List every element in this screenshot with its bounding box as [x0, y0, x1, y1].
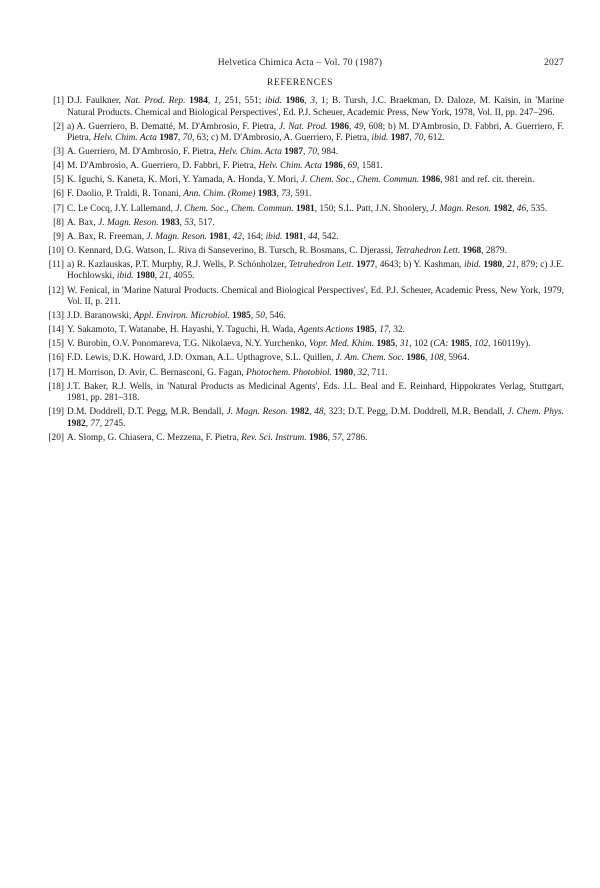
- citation-text: M. D'Ambrosio, A. Guerriero, D. Fabbri, F. Pietra,: [67, 161, 259, 172]
- italic-text: J. Magn. Reson.: [146, 231, 207, 242]
- citation-text: , 1581.: [356, 161, 383, 172]
- italic-text: 70: [307, 147, 317, 158]
- bold-year: 1982: [290, 407, 310, 418]
- italic-text: Vopr. Med. Khim.: [308, 339, 375, 350]
- citation-text: Y. Sakamoto, T. Watanabe, H. Hayashi, Y. Taguchi, H. Wada,: [67, 325, 298, 336]
- bold-year: 1985: [376, 339, 396, 350]
- reference-number: [16]: [48, 353, 64, 364]
- reference-number: [4]: [53, 161, 64, 172]
- reference-text: [67, 339, 531, 349]
- reference-text: [67, 96, 564, 118]
- reference-number: [5]: [53, 175, 64, 186]
- bold-year: 1982: [493, 203, 513, 214]
- reference-text: [67, 147, 338, 157]
- page-number: 2027: [544, 57, 564, 68]
- reference-number: [9]: [53, 231, 64, 242]
- citation-text: , 4055.: [168, 271, 195, 282]
- italic-text: 48: [314, 407, 324, 418]
- reference-number: [10]: [48, 245, 64, 256]
- citation-text: ,: [512, 203, 517, 214]
- reference-number: [19]: [48, 407, 64, 418]
- italic-text: J. Magn. Reson.: [98, 217, 159, 228]
- citation-text: ,: [395, 339, 400, 350]
- citation-text: ,: [374, 325, 380, 336]
- reference-number: [18]: [48, 381, 64, 392]
- reference-item: [34, 175, 564, 187]
- citation-text: ,: [425, 353, 430, 364]
- reference-item: [34, 204, 564, 216]
- reference-text: [67, 161, 383, 171]
- reference-number: [20]: [48, 432, 64, 443]
- bold-year: 1986: [406, 353, 426, 364]
- citation-text: , 612.: [423, 133, 445, 144]
- reference-number: [6]: [53, 189, 64, 200]
- reference-item: [34, 311, 564, 323]
- reference-item: [34, 353, 564, 365]
- citation-text: V. Burobin, O.V. Ponomareva, T.G. Nikolaeva, N.Y. Yurchenko,: [67, 339, 309, 350]
- bold-year: 1980: [334, 367, 353, 378]
- citation-text: ,: [154, 271, 160, 282]
- citation-text: D.J. Faulkner,: [67, 96, 125, 106]
- citation-text: F. Daolio, P. Traldi, R. Tonani,: [67, 189, 184, 200]
- italic-text: 17: [379, 325, 389, 336]
- citation-text: a) R. Kazlauskas, P.T. Murphy, R.J. Wells, P. Schönholzer,: [67, 259, 289, 270]
- journal-running-title: Helvetica Chimica Acta – Vol. 70 (1987): [217, 57, 383, 68]
- citation-text: a) A. Guerriero, B. Dematté, M. D'Ambrosio, F. Pietra,: [67, 121, 279, 132]
- citation-text: ,: [303, 231, 309, 242]
- italic-text: 42: [232, 231, 242, 242]
- bold-year: 1984: [189, 96, 208, 106]
- reference-number: [7]: [53, 203, 64, 214]
- italic-text: 44: [308, 231, 318, 242]
- citation-text: ,: [250, 311, 256, 322]
- reference-text: [67, 189, 312, 199]
- reference-item: [34, 260, 564, 283]
- citation-text: , 591.: [290, 189, 312, 200]
- italic-text: Rev. Sci. Instrum.: [241, 432, 307, 443]
- italic-text: 70: [182, 133, 193, 144]
- reference-text: [67, 204, 547, 214]
- bold-year: 1980: [136, 271, 155, 282]
- reference-text: [67, 175, 534, 185]
- reference-number: [15]: [48, 339, 64, 350]
- citation-text: H. Morrison, D. Avir, C. Bernasconi, G. Fagan,: [67, 367, 247, 378]
- reference-item: [34, 232, 564, 244]
- reference-number: [17]: [48, 367, 64, 378]
- bold-year: 1981: [284, 231, 304, 242]
- citation-text: J.D. Baranowski,: [67, 311, 134, 322]
- bold-year: 1987: [159, 133, 178, 144]
- citation-text: , 5964.: [443, 353, 470, 364]
- italic-text: 32: [357, 367, 367, 378]
- citation-text: ,: [409, 133, 415, 144]
- bold-year: 1983: [160, 217, 180, 228]
- citation-text: , 32.: [388, 325, 405, 336]
- citation-text: ,: [327, 432, 333, 443]
- italic-text: Photochem. Photobiol.: [246, 367, 332, 378]
- reference-item: [34, 433, 564, 445]
- citation-text: , 2745.: [99, 418, 126, 429]
- italic-text: 1: [213, 96, 219, 106]
- italic-text: J. Chem. Soc., Chem. Commun.: [300, 175, 420, 186]
- citation-text: A. Bax, R. Freeman,: [67, 231, 147, 242]
- citation-text: ,: [85, 418, 91, 429]
- reference-item: [34, 147, 564, 159]
- reference-item: [34, 189, 564, 201]
- citation-text: , 542.: [317, 231, 339, 242]
- citation-text: J.T. Baker, R.J. Wells, in 'Natural Products as Medicinal Agents', Eds. J.L. Beal and E. Reinhard, Hippokrates Verlag, Stuttgart, 1981, pp. 281–318.: [67, 381, 564, 404]
- references-heading: REFERENCES: [266, 77, 334, 88]
- italic-text: 73: [281, 189, 291, 200]
- italic-text: Nat. Prod. Rep.: [124, 96, 186, 106]
- italic-text: 69: [347, 161, 357, 172]
- reference-item: [34, 96, 564, 119]
- italic-text: J. Chem. Phys.: [507, 407, 564, 418]
- citation-text: , 160119y).: [488, 339, 531, 350]
- reference-item: [34, 286, 564, 309]
- citation-text: , 1; B. Tursh, J.C. Braekman, D. Daloze, M. Kaisin, in 'Marine Natural Products. Chemical and Biological Perspectives', Ed. P.J. Scheuer, Academic Press, New York, 1978, Vol. II, pp. 247–296.: [67, 96, 565, 118]
- reference-text: [67, 353, 469, 363]
- citation-text: ,: [502, 259, 507, 270]
- citation-text: , 164;: [241, 231, 266, 242]
- citation-text: ,: [207, 96, 214, 106]
- citation-text: O. Kennard, D.G. Watson, L. Riva di Sanseverino, B. Tursch, R. Bosmans, C. Djerassi,: [67, 245, 396, 256]
- bold-year: 1981: [296, 203, 315, 214]
- reference-text: [67, 368, 388, 378]
- citation-text: A. Guerriero, M. D'Ambrosio, F. Pietra,: [67, 147, 219, 158]
- reference-list: [34, 96, 564, 447]
- citation-text: ,: [349, 121, 355, 132]
- reference-item: [34, 218, 564, 230]
- italic-text: 21: [159, 271, 169, 282]
- bold-year: 1985: [232, 311, 251, 322]
- reference-item: [34, 246, 564, 258]
- citation-text: , 711.: [367, 367, 388, 378]
- reference-text: [67, 407, 564, 429]
- reference-text: [67, 286, 564, 308]
- citation-text: , 608; b) M. D'Ambrosio, D. Fabbri, A. Guerriero, F. Pietra,: [67, 121, 565, 144]
- bold-year: 1968: [462, 245, 482, 256]
- italic-text: 31: [399, 339, 410, 350]
- italic-text: ibid.: [265, 96, 282, 106]
- italic-text: ibid.: [464, 259, 481, 270]
- citation-text: , 63; c) M. D'Ambrosio, A. Guerriero, F. Pietra,: [192, 133, 372, 144]
- citation-text: , 517.: [193, 217, 215, 228]
- italic-text: ibid.: [116, 271, 134, 282]
- citation-text: D.M. Doddrell, D.T. Pegg, M.R. Bendall,: [67, 407, 227, 418]
- italic-text: ibid.: [265, 231, 283, 242]
- reference-number: [12]: [48, 285, 64, 296]
- italic-text: CA:: [433, 339, 449, 350]
- italic-text: Ann. Chim. (Rome): [183, 189, 256, 200]
- citation-text: , 879; c) J.E. Hochlowski,: [67, 259, 564, 282]
- reference-item: [34, 407, 564, 430]
- citation-text: , 2879.: [481, 245, 507, 256]
- italic-text: J. Am. Chem. Soc.: [335, 353, 404, 364]
- reference-text: [67, 325, 405, 335]
- bold-year: 1986: [421, 175, 441, 186]
- citation-text: , 4643; b) Y. Kashman,: [374, 259, 464, 270]
- citation-text: ,: [309, 407, 315, 418]
- citation-text: ,: [469, 339, 475, 350]
- bold-year: 1983: [257, 189, 277, 200]
- citation-text: , 535.: [526, 203, 548, 214]
- italic-text: 57: [332, 432, 342, 443]
- italic-text: Tetrahedron Lett.: [395, 245, 461, 256]
- citation-text: C. Le Cocq, J.Y. Lallemand,: [67, 203, 176, 214]
- bold-year: 1981: [209, 231, 228, 242]
- bold-year: 1986: [285, 96, 305, 106]
- italic-text: Agents Actions: [297, 325, 354, 336]
- italic-text: Tetrahedron Lett.: [288, 259, 354, 270]
- citation-text: ,: [276, 189, 282, 200]
- citation-text: K. Iguchi, S. Kaneta, K. Mori, Y. Yamada, A. Honda, Y. Mori,: [67, 175, 301, 186]
- italic-text: J. Chem. Soc., Chem. Commun.: [175, 203, 294, 214]
- italic-text: Appl. Environ. Microbiol.: [133, 311, 230, 322]
- italic-text: 77: [90, 418, 100, 429]
- bold-year: 1985: [355, 325, 375, 336]
- bold-year: 1985: [450, 339, 470, 350]
- reference-item: [34, 382, 564, 405]
- citation-text: ,: [302, 147, 308, 158]
- citation-text: ,: [227, 231, 233, 242]
- bold-year: 1987: [284, 147, 303, 158]
- citation-text: F.D. Lewis, D.K. Howard, J.D. Oxman, A.L. Upthagrove, S.L. Quillen,: [67, 353, 336, 364]
- citation-text: , 981 and ref. cit. therein.: [440, 175, 535, 186]
- italic-text: J. Nat. Prod.: [278, 121, 328, 132]
- reference-number: [2]: [53, 121, 64, 132]
- reference-number: [1]: [53, 96, 64, 106]
- citation-text: , 150; S.L. Patt, J.N. Shoolery,: [314, 203, 431, 214]
- italic-text: Helv. Chim. Acta: [218, 147, 282, 158]
- reference-item: [34, 339, 564, 351]
- reference-text: [67, 218, 215, 228]
- citation-text: , 984.: [317, 147, 339, 158]
- reference-number: [3]: [53, 147, 64, 158]
- citation-text: ,: [342, 161, 348, 172]
- citation-text: ,: [178, 133, 183, 144]
- citation-text: A. Bax,: [67, 217, 99, 228]
- reference-item: [34, 161, 564, 173]
- citation-text: ,: [352, 367, 358, 378]
- reference-text: [67, 311, 286, 321]
- citation-text: W. Fenical, in 'Marine Natural Products. Chemical and Biological Perspectives', Ed. P.J. Scheuer, Academic Press, New York, 1979, Vol. II, p. 211.: [67, 285, 564, 308]
- italic-text: 21: [506, 259, 517, 270]
- citation-text: , 546.: [264, 311, 286, 322]
- citation-text: , 2786.: [341, 432, 368, 443]
- bold-year: 1986: [324, 161, 343, 172]
- italic-text: 46: [516, 203, 527, 214]
- citation-text: , 251, 551;: [218, 96, 265, 106]
- italic-text: 53: [184, 217, 194, 228]
- reference-number: [14]: [48, 325, 64, 336]
- citation-text: , 323; D.T. Pegg, D.M. Doddrell, M.R. Bendall,: [323, 407, 508, 418]
- reference-item: [34, 368, 564, 380]
- reference-text: [67, 260, 564, 282]
- bold-year: 1982: [67, 418, 86, 429]
- reference-text: [67, 382, 564, 404]
- reference-number: [11]: [48, 259, 64, 270]
- citation-text: ,: [304, 96, 311, 106]
- bold-year: 1987: [390, 133, 410, 144]
- citation-text: A. Slomp, G. Chiasera, C. Mezzena, F. Pietra,: [67, 432, 242, 443]
- citation-text: , 102 (: [409, 339, 434, 350]
- italic-text: 108: [429, 353, 444, 364]
- reference-number: [13]: [48, 311, 64, 322]
- italic-text: ibid.: [371, 133, 389, 144]
- italic-text: 70: [414, 133, 424, 144]
- italic-text: 49: [354, 121, 364, 132]
- italic-text: J. Magn. Reson.: [430, 203, 492, 214]
- bold-year: 1980: [483, 259, 503, 270]
- italic-text: Helv. Chim. Acta: [258, 161, 322, 172]
- reference-item: [34, 122, 564, 145]
- bold-year: 1986: [330, 121, 350, 132]
- italic-text: 50: [255, 311, 265, 322]
- reference-text: [67, 433, 367, 443]
- reference-text: [67, 246, 507, 256]
- italic-text: 102: [474, 339, 489, 350]
- italic-text: J. Magn. Reson.: [226, 407, 288, 418]
- reference-text: [67, 232, 339, 242]
- reference-text: [67, 122, 564, 144]
- bold-year: 1977: [356, 259, 375, 270]
- citation-text: ,: [179, 217, 185, 228]
- reference-number: [8]: [53, 217, 64, 228]
- italic-text: 3: [310, 96, 315, 106]
- bold-year: 1986: [308, 432, 328, 443]
- italic-text: Helv. Chim. Acta: [93, 133, 157, 144]
- reference-item: [34, 325, 564, 337]
